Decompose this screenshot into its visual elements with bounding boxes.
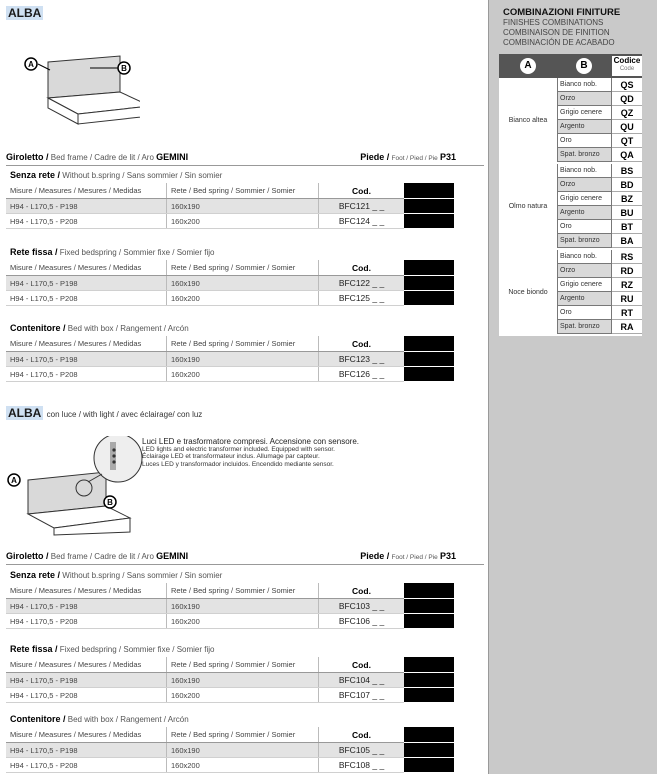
product1-frame-line (6, 152, 486, 164)
divider (6, 564, 484, 565)
product-table (6, 336, 404, 382)
finish-row (557, 264, 642, 278)
feet-label: Piede / (360, 152, 390, 162)
header-bed: Rete / Bed spring / Sommier / Somier (166, 183, 316, 198)
finish-name: Oro (557, 220, 612, 234)
table-header-row (6, 583, 404, 599)
color-swatch (404, 727, 454, 742)
measure-cell: H94 - L170,5 - P198 (10, 676, 78, 685)
bed-cell: 160x190 (166, 743, 316, 757)
header-code: Cod. (318, 727, 404, 742)
finish-name: Bianco nob. (557, 250, 612, 264)
finish-row (557, 278, 642, 292)
product-table (6, 583, 404, 629)
marker-b: B (107, 498, 113, 507)
led-note (142, 438, 402, 468)
finish-code: RT (612, 306, 642, 320)
finish-name: Spat. bronzo (557, 148, 612, 162)
table-row (6, 614, 404, 629)
header-bed: Rete / Bed spring / Sommier / Somier (166, 583, 316, 598)
table-row (6, 673, 404, 688)
section-label: Senza rete / (10, 170, 61, 180)
product2-title (6, 406, 202, 420)
finish-name: Grigio cenere (557, 278, 612, 292)
code-cell: BFC107 _ _ (318, 688, 404, 702)
finish-name: Orzo (557, 178, 612, 192)
feet-code: P31 (439, 551, 456, 561)
color-swatch (404, 199, 454, 213)
code-cell: BFC104 _ _ (318, 673, 404, 687)
header-code: Cod. (318, 336, 404, 351)
col-a-marker: A (520, 58, 536, 74)
measure-cell: H94 - L170,5 - P198 (10, 279, 78, 288)
finish-code: QZ (612, 106, 642, 120)
finish-code: QA (612, 148, 642, 162)
header-measures: Misure / Measures / Mesures / Medidas (10, 586, 142, 595)
color-swatch (404, 367, 454, 381)
code-cell: BFC108 _ _ (318, 758, 404, 772)
finish-row (557, 92, 642, 106)
bed-cell: 160x200 (166, 291, 316, 305)
finish-code: RS (612, 250, 642, 264)
color-swatch (404, 599, 454, 613)
color-swatch (404, 688, 454, 702)
finish-code: BT (612, 220, 642, 234)
header-bed: Rete / Bed spring / Sommier / Somier (166, 727, 316, 742)
finish-row (557, 134, 642, 148)
table-row (6, 291, 404, 306)
frame-label: Giroletto / (6, 551, 49, 561)
code-cell: BFC105 _ _ (318, 743, 404, 757)
product2-subtitle: con luce / with light / avec éclairage/ con luz (46, 410, 203, 419)
finish-name: Argento (557, 206, 612, 220)
bed-cell: 160x200 (166, 614, 316, 628)
finish-code: BA (612, 234, 642, 248)
table-row (6, 367, 404, 382)
measure-cell: H94 - L170,5 - P198 (10, 602, 78, 611)
finish-row (557, 320, 642, 334)
finish-group (499, 78, 642, 164)
section-translations: Without b.spring / Sans sommier / Sin somier (62, 171, 223, 180)
code-cell: BFC106 _ _ (318, 614, 404, 628)
finishes-panel (488, 0, 657, 774)
finishes-subtitle: COMBINACIÓN DE ACABADO (503, 38, 615, 47)
header-code: Cod. (318, 260, 404, 275)
table-row (6, 743, 404, 758)
finish-code: QU (612, 120, 642, 134)
measure-cell: H94 - L170,5 - P208 (10, 217, 78, 226)
finish-code: BZ (612, 192, 642, 206)
product-table (6, 183, 404, 229)
measure-cell: H94 - L170,5 - P198 (10, 355, 78, 364)
header-measures: Misure / Measures / Mesures / Medidas (10, 339, 142, 348)
finish-row (557, 78, 642, 92)
section-heading (10, 714, 189, 724)
section-label: Contenitore / (10, 323, 66, 333)
product-table (6, 260, 404, 306)
finish-name: Spat. bronzo (557, 320, 612, 334)
section-translations: Bed with box / Rangement / Arcón (67, 715, 189, 724)
section-heading (10, 570, 222, 580)
section-label: Rete fissa / (10, 644, 58, 654)
section-heading (10, 323, 189, 333)
finish-group (499, 250, 642, 336)
finish-code: QT (612, 134, 642, 148)
feet-translations: Foot / Pied / Pie (391, 155, 438, 162)
led-note-it: Luci LED e trasformatore compresi. Accensione con sensore. (142, 437, 359, 446)
bed-cell: 160x190 (166, 199, 316, 213)
header-measures: Misure / Measures / Mesures / Medidas (10, 186, 142, 195)
table-row (6, 199, 404, 214)
frame-model: GEMINI (156, 152, 189, 162)
bed-cell: 160x200 (166, 214, 316, 228)
code-sublabel: Code (619, 66, 635, 72)
color-swatch (404, 673, 454, 687)
measure-cell: H94 - L170,5 - P208 (10, 761, 78, 770)
table-row (6, 352, 404, 367)
finish-code: RD (612, 264, 642, 278)
measure-cell: H94 - L170,5 - P198 (10, 746, 78, 755)
frame-translations: Bed frame / Cadre de lit / Aro (50, 153, 154, 162)
finish-group-name: Bianco altea (499, 78, 557, 162)
led-note-es: Luces LED y transformador incluidos. Encendido mediante sensor. (142, 460, 334, 468)
color-swatch (404, 352, 454, 366)
measure-cell: H94 - L170,5 - P208 (10, 370, 78, 379)
measure-cell: H94 - L170,5 - P208 (10, 294, 78, 303)
bed-cell: 160x200 (166, 367, 316, 381)
color-swatch (404, 276, 454, 290)
header-measures: Misure / Measures / Mesures / Medidas (10, 660, 142, 669)
bed-cell: 160x190 (166, 599, 316, 613)
finish-row (557, 192, 642, 206)
finish-code: RU (612, 292, 642, 306)
header-bed: Rete / Bed spring / Sommier / Somier (166, 657, 316, 672)
finish-row (557, 234, 642, 248)
frame-translations: Bed frame / Cadre de lit / Aro (50, 552, 154, 561)
finish-row (557, 106, 642, 120)
marker-a: A (11, 476, 17, 485)
marker-b: B (121, 64, 127, 73)
feet-translations: Foot / Pied / Pie (391, 554, 438, 561)
finish-name: Spat. bronzo (557, 234, 612, 248)
finish-code: RZ (612, 278, 642, 292)
finish-row (557, 306, 642, 320)
code-cell: BFC103 _ _ (318, 599, 404, 613)
finish-row (557, 120, 642, 134)
bed-cell: 160x190 (166, 673, 316, 687)
header-bed: Rete / Bed spring / Sommier / Somier (166, 336, 316, 351)
finish-name: Argento (557, 120, 612, 134)
table-header-row (6, 657, 404, 673)
code-cell: BFC121 _ _ (318, 199, 404, 213)
finish-row (557, 220, 642, 234)
code-header (612, 56, 642, 76)
finishes-subtitle: COMBINAISON DE FINITION (503, 28, 610, 37)
measure-cell: H94 - L170,5 - P208 (10, 691, 78, 700)
finish-code: QS (612, 78, 642, 92)
section-heading (10, 170, 222, 180)
finish-row (557, 164, 642, 178)
led-note-en: LED lights and electric transformer included. Equipped with sensor. (142, 445, 335, 453)
code-cell: BFC125 _ _ (318, 291, 404, 305)
led-note-fr: Éclairage LED et transformateur inclus. Allumage par capteur. (142, 453, 320, 460)
table-header-row (6, 183, 404, 199)
header-measures: Misure / Measures / Mesures / Medidas (10, 263, 142, 272)
col-b-marker: B (576, 58, 592, 74)
table-row (6, 688, 404, 703)
divider (6, 165, 484, 166)
header-code: Cod. (318, 583, 404, 598)
feet-label: Piede / (360, 551, 390, 561)
finish-row (557, 148, 642, 162)
finish-name: Orzo (557, 92, 612, 106)
code-cell: BFC122 _ _ (318, 276, 404, 290)
color-swatch (404, 260, 454, 275)
table-header-row (6, 260, 404, 276)
color-swatch (404, 758, 454, 772)
finishes-title: COMBINAZIONI FINITURE (503, 7, 621, 18)
finish-name: Oro (557, 134, 612, 148)
product1-title (6, 6, 43, 20)
finish-row (557, 206, 642, 220)
color-swatch (404, 336, 454, 351)
finish-group (499, 164, 642, 250)
table-header-row (6, 336, 404, 352)
color-swatch (404, 291, 454, 305)
finish-code: BS (612, 164, 642, 178)
finishes-table (499, 54, 642, 336)
frame-model: GEMINI (156, 551, 189, 561)
color-swatch (404, 743, 454, 757)
finish-group-name: Noce biondo (499, 250, 557, 334)
code-cell: BFC123 _ _ (318, 352, 404, 366)
product-table (6, 727, 404, 773)
table-row (6, 599, 404, 614)
header-bed: Rete / Bed spring / Sommier / Somier (166, 260, 316, 275)
header-code: Cod. (318, 183, 404, 198)
product2-frame-line (6, 551, 486, 563)
bed-illustration-2 (6, 436, 146, 536)
finish-group-name: Olmo natura (499, 164, 557, 248)
finishes-table-header (499, 54, 642, 78)
bed-cell: 160x200 (166, 758, 316, 772)
table-row (6, 758, 404, 773)
finish-code: BU (612, 206, 642, 220)
bed-illustration-1 (20, 48, 140, 128)
finish-name: Argento (557, 292, 612, 306)
section-translations: Fixed bedspring / Sommier fixe / Somier fijo (59, 645, 215, 654)
section-label: Rete fissa / (10, 247, 58, 257)
finish-name: Bianco nob. (557, 78, 612, 92)
bed-cell: 160x200 (166, 688, 316, 702)
header-code: Cod. (318, 657, 404, 672)
color-swatch (404, 657, 454, 672)
color-swatch (404, 614, 454, 628)
finish-name: Bianco nob. (557, 164, 612, 178)
finish-row (557, 250, 642, 264)
frame-label: Giroletto / (6, 152, 49, 162)
product2-name: ALBA (8, 406, 42, 420)
finish-code: QD (612, 92, 642, 106)
product1-name: ALBA (8, 6, 42, 20)
measure-cell: H94 - L170,5 - P198 (10, 202, 78, 211)
color-swatch (404, 214, 454, 228)
finishes-subtitle: FINISHES COMBINATIONS (503, 18, 604, 27)
finish-name: Grigio cenere (557, 106, 612, 120)
color-swatch (404, 183, 454, 198)
section-label: Senza rete / (10, 570, 61, 580)
table-header-row (6, 727, 404, 743)
feet-info (360, 152, 456, 162)
header-measures: Misure / Measures / Mesures / Medidas (10, 730, 142, 739)
section-heading (10, 247, 215, 257)
table-row (6, 214, 404, 229)
feet-code: P31 (439, 152, 456, 162)
bed-cell: 160x190 (166, 276, 316, 290)
feet-info (360, 551, 456, 561)
product-table (6, 657, 404, 703)
color-swatch (404, 583, 454, 598)
marker-a: A (28, 60, 34, 69)
finish-name: Grigio cenere (557, 192, 612, 206)
table-row (6, 276, 404, 291)
bed-cell: 160x190 (166, 352, 316, 366)
finish-name: Oro (557, 306, 612, 320)
section-translations: Fixed bedspring / Sommier fixe / Somier fijo (59, 248, 215, 257)
code-label: Codice (613, 56, 641, 65)
finish-row (557, 292, 642, 306)
finish-code: BD (612, 178, 642, 192)
section-translations: Bed with box / Rangement / Arcón (67, 324, 189, 333)
code-cell: BFC126 _ _ (318, 367, 404, 381)
finish-name: Orzo (557, 264, 612, 278)
measure-cell: H94 - L170,5 - P208 (10, 617, 78, 626)
section-heading (10, 644, 215, 654)
code-cell: BFC124 _ _ (318, 214, 404, 228)
finish-code: RA (612, 320, 642, 334)
finish-row (557, 178, 642, 192)
section-translations: Without b.spring / Sans sommier / Sin somier (62, 571, 223, 580)
section-label: Contenitore / (10, 714, 66, 724)
